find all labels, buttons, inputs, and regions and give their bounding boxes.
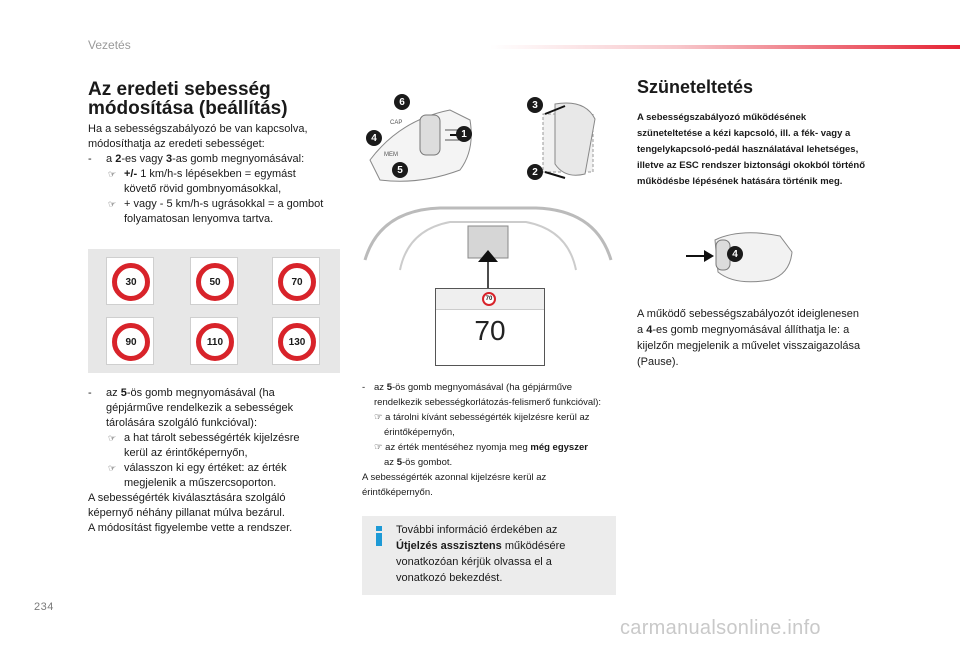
info-bold-link-text: Útjelzés asszisztens	[396, 540, 502, 552]
sub-item-step-5-cont: folyamatosan lenyomva tartva.	[124, 213, 274, 225]
info-icon	[372, 526, 386, 546]
sub-item-cont: megjelenik a műszercsoporton.	[124, 477, 277, 489]
sub-item-show-value	[362, 410, 624, 425]
page-number: 234	[34, 601, 54, 613]
speed-sign-tile	[190, 257, 238, 305]
sub-item-show-values	[88, 431, 350, 446]
bold-fragment: +/-	[124, 168, 138, 180]
button-number: 5	[386, 382, 392, 393]
speed-sign-value: 90	[112, 323, 150, 361]
section-title	[88, 80, 348, 118]
bold-line: szüneteltetése a kézi kapcsoló, ill. a fék- vagy a	[637, 128, 851, 139]
header-accent-line	[490, 45, 960, 49]
pointer-icon: ☞	[108, 463, 117, 473]
info-line-1: További információ érdekében az	[396, 524, 558, 536]
speed-sign-value: 110	[196, 323, 234, 361]
outro-line-2: képernyő néhány pillanat múlva bezárul.	[88, 507, 285, 519]
pointer-icon: ☞	[374, 442, 386, 453]
display-status-bar	[436, 289, 544, 310]
pointer-icon: ☞	[108, 433, 117, 443]
watermark: carmanualsonline.info	[620, 617, 821, 639]
list-item-cont: tárolására szolgáló funkcióval):	[106, 417, 258, 429]
outro-line-3: A módosítást figyelembe vette a rendszer.	[88, 522, 293, 534]
info-box	[362, 516, 616, 595]
text-fragment: az	[384, 457, 397, 468]
text-line	[637, 322, 887, 338]
button-number: 3	[165, 153, 173, 165]
callout-2: 2	[527, 164, 543, 180]
cluster-display-zoom	[435, 288, 545, 366]
text-fragment: -es vagy	[121, 153, 166, 165]
callout-4-pause: 4	[727, 246, 743, 262]
sub-item-cont: kerül az érintőképernyőn,	[124, 447, 248, 459]
info-text	[396, 522, 606, 586]
text-fragment: -ös gombot.	[401, 457, 453, 468]
button-number: 2	[115, 153, 122, 165]
list-item-cont: gépjárműve rendelkezik a sebességek	[106, 402, 294, 414]
svg-text:CAP: CAP	[390, 120, 403, 126]
speed-sign-value: 70	[278, 263, 316, 301]
sub-item-step-5	[88, 197, 350, 212]
note-line-2: érintőképernyőn.	[362, 487, 433, 498]
speed-limit-recognition-block	[362, 380, 624, 500]
list-item-cont: rendelkezik sebességkorlátozás-felismerő funkcióval):	[374, 397, 602, 408]
pointer-icon: ☞	[108, 199, 117, 209]
bold-line: illetve az ESC rendszer biztonsági okokból történő	[637, 160, 866, 171]
text-fragment: -ös gomb megnyomásával (ha gépjárműve	[391, 382, 573, 393]
bold-line: működésbe lépésének hatására történik meg.	[637, 176, 843, 187]
outro-line-1: A sebességérték kiválasztására szolgáló	[88, 492, 286, 504]
text-fragment: a tárolni kívánt sebességérték kijelzésre kerül az	[385, 412, 590, 423]
info-line-4: vonatkozó bekezdést.	[396, 572, 503, 584]
text-fragment: működésére	[501, 540, 566, 552]
text-line: (Pause).	[637, 356, 679, 368]
pointer-icon: ☞	[374, 412, 386, 423]
text-line: A működő sebességszabályozót ideiglenesen	[637, 308, 859, 320]
text-fragment: a	[106, 153, 116, 165]
text-line: kijelzőn megjelenik a művelet visszaigazolása	[637, 340, 861, 352]
text-fragment: a hat tárolt sebességérték kijelzésre	[124, 432, 300, 444]
callout-1: 1	[456, 126, 472, 142]
pointer-icon: ☞	[108, 169, 117, 179]
list-item-button-5	[88, 386, 350, 401]
text-fragment: a	[637, 324, 647, 336]
intro-line-1: Ha a sebességszabályozó be van kapcsolva,	[88, 123, 308, 135]
title-line-2: módosítása (beállítás)	[88, 98, 288, 119]
speed-signs-panel	[88, 249, 340, 373]
sub-item-save-value	[362, 440, 624, 455]
sub-item-cont: érintőképernyőn,	[384, 427, 455, 438]
speed-sign-value: 130	[278, 323, 316, 361]
bold-fragment: még egyszer	[530, 442, 588, 453]
callout-4: 4	[366, 130, 382, 146]
pause-section-title: Szüneteltetés	[637, 77, 754, 97]
intro-block	[88, 122, 350, 227]
list-dash: -	[88, 387, 92, 399]
text-fragment: az	[374, 382, 387, 393]
callout-3: 3	[527, 97, 543, 113]
button-number: 5	[396, 457, 402, 468]
list-dash: -	[88, 153, 92, 165]
list-dash: -	[362, 382, 366, 393]
section-header: Vezetés	[88, 38, 131, 52]
info-line-3: vonatkozóan kérjük olvassa el a	[396, 556, 552, 568]
svg-text:MEM: MEM	[384, 152, 398, 158]
speed-sign-tile	[106, 317, 154, 365]
intro-line-2: módosíthatja az eredeti sebességet:	[88, 138, 265, 150]
speed-sign-tile	[106, 257, 154, 305]
pause-bold-intro	[637, 110, 887, 190]
speed-sign-value: 50	[196, 263, 234, 301]
text-fragment: az	[106, 387, 121, 399]
sub-item-cont	[362, 455, 624, 470]
instrument-cluster-illustration	[360, 200, 616, 290]
list-item-button-5-recognition	[362, 380, 624, 395]
sub-item-select-value	[88, 461, 350, 476]
callout-6: 6	[394, 94, 410, 110]
text-fragment: -as gomb megnyomásával:	[172, 153, 305, 165]
speed-sign-tile	[190, 317, 238, 365]
sub-item-step-1-cont: követő rövid gombnyomásokkal,	[124, 183, 282, 195]
sub-item-step-1	[88, 167, 350, 182]
list-item-buttons-2-3	[88, 152, 350, 167]
recognized-speed-sign: 70	[482, 292, 496, 306]
text-fragment: -es gomb megnyomásával állíthatja le: a	[652, 324, 850, 336]
text-fragment: válasszon ki egy értéket: az érték	[124, 462, 287, 474]
text-fragment: + vagy - 5 km/h-s ugrásokkal = a gombot	[124, 198, 324, 210]
info-line-2	[396, 538, 606, 554]
note-line-1: A sebességérték azonnal kijelzésre kerül az	[362, 472, 547, 483]
pause-description	[637, 306, 887, 370]
text-fragment: az érték mentéséhez nyomja meg	[385, 442, 531, 453]
speed-sign-value: 30	[112, 263, 150, 301]
speed-sign-tile	[272, 257, 320, 305]
bold-line: tengelykapcsoló-pedál használatával lehetséges,	[637, 144, 859, 155]
memory-block	[88, 386, 350, 536]
text-fragment: -ös gomb megnyomásával (ha	[126, 387, 275, 399]
button-number: 4	[646, 324, 653, 336]
bold-line: A sebességszabályozó működésének	[637, 112, 807, 123]
speed-sign-tile	[272, 317, 320, 365]
display-speed-value: 70	[474, 315, 506, 346]
text-fragment: 1 km/h-s lépésekben = egymást	[137, 168, 296, 180]
button-number: 5	[120, 387, 127, 399]
callout-5: 5	[392, 162, 408, 178]
title-line-1: Az eredeti sebesség	[88, 79, 271, 100]
